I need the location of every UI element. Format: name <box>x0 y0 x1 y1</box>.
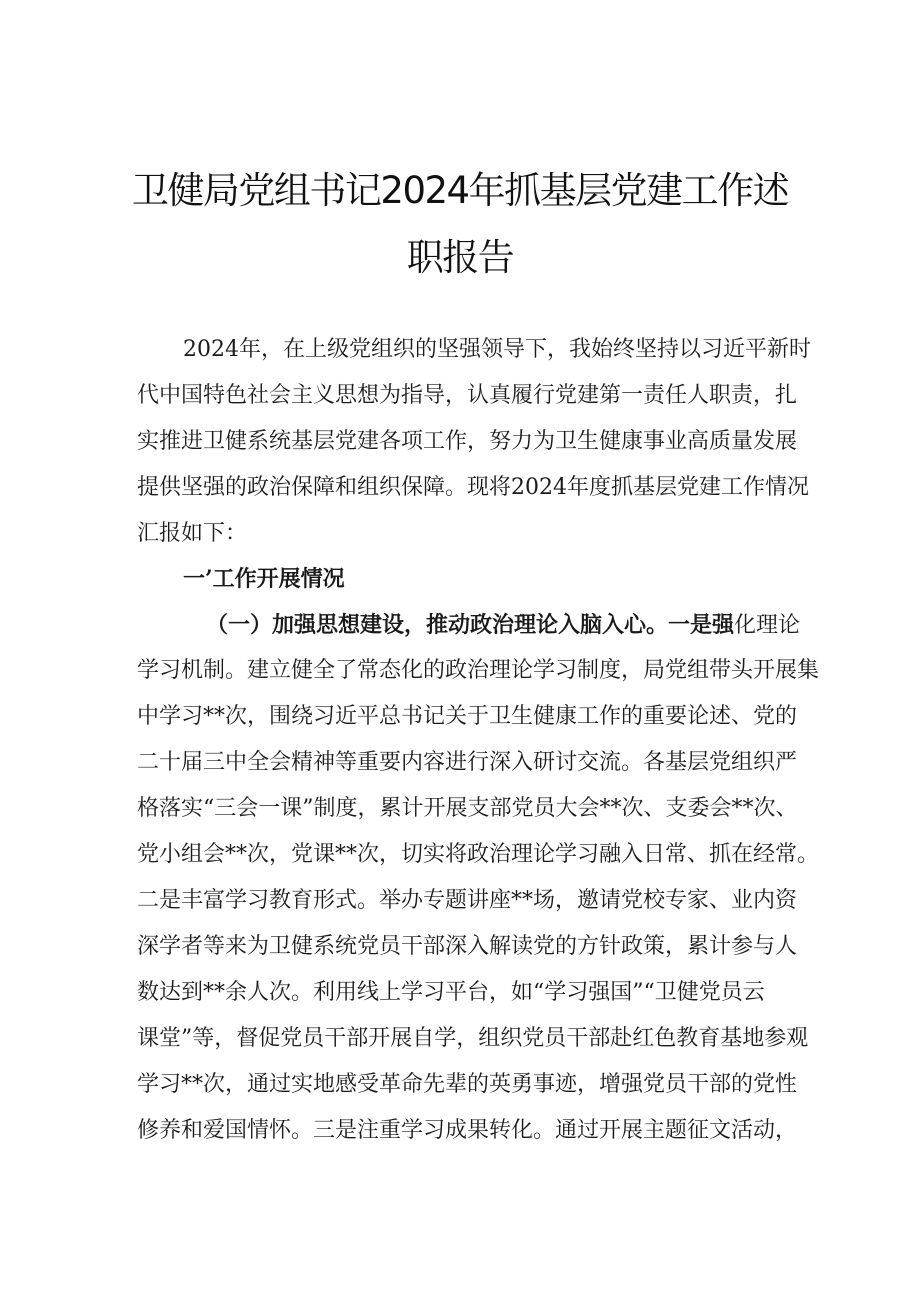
body-line: 课堂”等，督促党员干部开展自学，组织党员干部赴红色教育基地参观 <box>137 1026 809 1051</box>
body-line: 格落实“三会一课”制度，累计开展支部党员大会**次、支委会**次、 <box>137 796 798 821</box>
paragraph-line: 实推进卫健系统基层党建各项工作，努力为卫生健康事业高质量发展 <box>137 429 798 454</box>
body-line: 学习**次，通过实地感受革命先辈的英勇事迹，增强党员干部的党性 <box>137 1072 798 1097</box>
body-line: 修养和爱国情怀。三是注重学习成果转化。通过开展主题征文活动， <box>137 1118 798 1143</box>
section-heading: 一’工作开展情况 <box>183 566 345 592</box>
body-line: 党小组会**次，党课**次，切实将政治理论学习融入日常、抓在经常。 <box>137 842 820 867</box>
paragraph-line: 汇报如下： <box>137 521 248 546</box>
paragraph-line: 代中国特色社会主义思想为指导，认真履行党建第一责任人职责，扎 <box>137 383 798 408</box>
subsection-heading-line <box>206 610 800 641</box>
body-line: 深学者等来为卫健系统党员干部深入解读党的方针政策，累计参与人 <box>137 934 798 959</box>
body-line: 二十届三中全会精神等重要内容进行深入研讨交流。各基层党组织严 <box>137 750 798 775</box>
subsection-heading-rest: 化理论 <box>734 613 801 638</box>
body-line: 学习机制。建立健全了常态化的政治理论学习制度，局党组带头开展集 <box>137 658 820 683</box>
body-line: 二是丰富学习教育形式。举办专题讲座**场，邀请党校专家、业内资 <box>137 888 798 913</box>
document-title-line-1: 卫健局党组书记2024年抓基层党建工作述 <box>131 169 789 212</box>
body-line: 数达到**余人次。利用线上学习平台，如“学习强国”“卫健党员云 <box>137 980 765 1005</box>
paragraph-line: 提供坚强的政治保障和组织保障。现将2024年度抓基层党建工作情况 <box>137 475 809 500</box>
body-line: 中学习**次，围绕习近平总书记关于卫生健康工作的重要论述、党的 <box>137 704 798 729</box>
subsection-heading-bold: （一）加强思想建设，推动政治理论入脑入心。一是强 <box>206 612 735 638</box>
document-title-line-2: 职报告 <box>406 236 514 279</box>
paragraph-line: 2024年，在上级党组织的坚强领导下，我始终坚持以习近平新时 <box>183 337 811 362</box>
